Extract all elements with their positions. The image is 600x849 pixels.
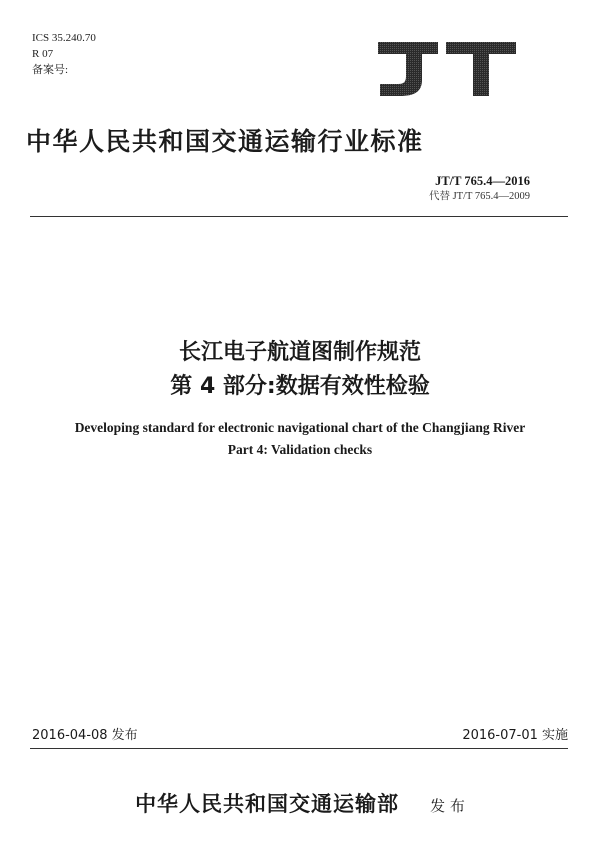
issue-action: 发 布 bbox=[430, 797, 465, 815]
english-title-line-2: Part 4: Validation checks bbox=[227, 442, 373, 457]
jt-logo-graphic bbox=[370, 38, 520, 98]
english-title-line-1: Developing standard for electronic navigational chart of the Changjiang River bbox=[74, 420, 526, 435]
standard-number-block bbox=[429, 172, 530, 204]
ics-code: ICS 35.240.70 bbox=[32, 32, 96, 44]
industry-standard-heading: 中华人民共和国交通运输行业标准 bbox=[26, 127, 424, 156]
ccs-code: R 07 bbox=[32, 48, 54, 60]
chinese-title bbox=[0, 336, 600, 404]
chinese-title-line-2: 第 4 部分:数据有效性检验 bbox=[170, 374, 430, 399]
issuer-line bbox=[0, 788, 600, 818]
replaces-standard: 代替 JT/T 765.4—2009 bbox=[428, 191, 530, 202]
filing-number-label: 备案号: bbox=[32, 64, 69, 76]
standard-number: JT/T 765.4—2016 bbox=[435, 174, 530, 188]
bottom-divider bbox=[30, 748, 568, 749]
classification-block bbox=[32, 30, 96, 78]
issue-date: 2016-04-08 发布 bbox=[32, 728, 138, 743]
issuing-organization: 中华人民共和国交通运输部 bbox=[135, 792, 400, 816]
top-divider bbox=[30, 216, 568, 217]
chinese-title-line-1: 长江电子航道图制作规范 bbox=[178, 340, 421, 365]
english-title bbox=[0, 417, 600, 461]
jt-logo bbox=[370, 38, 520, 98]
implementation-date: 2016-07-01 实施 bbox=[462, 728, 568, 743]
